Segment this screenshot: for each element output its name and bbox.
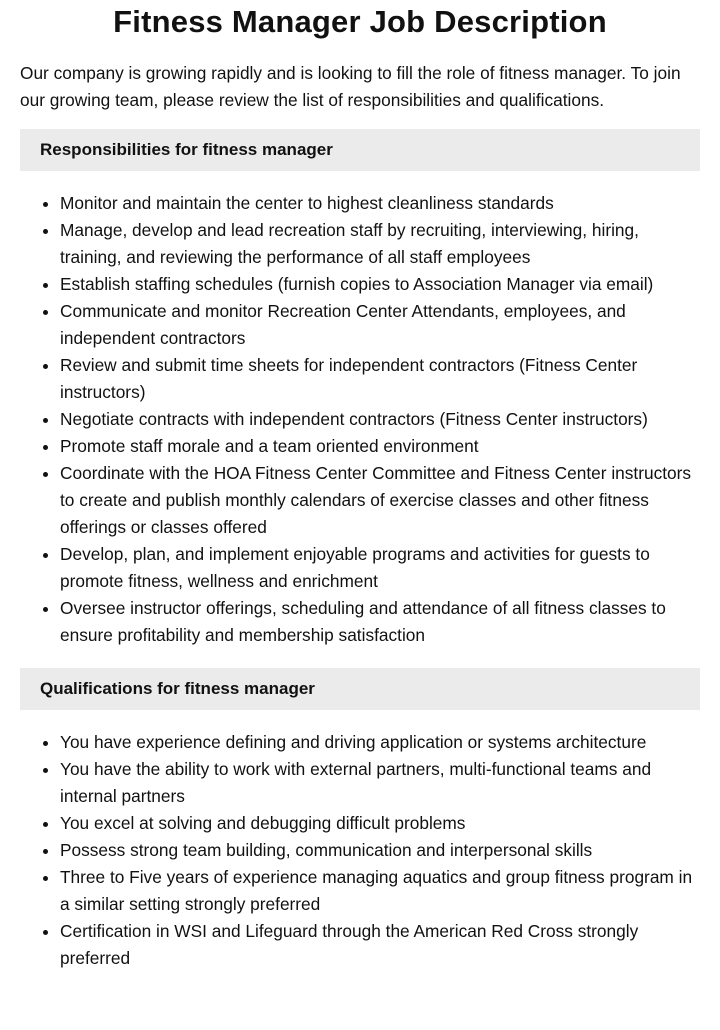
- responsibilities-heading: Responsibilities for fitness manager: [20, 129, 700, 171]
- list-item: • Establish staffing schedules (furnish copies to Association Manager via email): [60, 271, 700, 298]
- list-item: • Communicate and monitor Recreation Center Attendants, employees, and independent contractors: [60, 298, 700, 352]
- page-title: Fitness Manager Job Description: [113, 4, 607, 39]
- list-item: • Monitor and maintain the center to highest cleanliness standards: [60, 190, 700, 217]
- list-item: • You have the ability to work with external partners, multi-functional teams and internal partners: [60, 756, 700, 810]
- list-item: • You excel at solving and debugging difficult problems: [60, 810, 700, 837]
- list-item: • You have experience defining and driving application or systems architecture: [60, 729, 700, 756]
- list-item: • Negotiate contracts with independent contractors (Fitness Center instructors): [60, 406, 700, 433]
- list-item: • Oversee instructor offerings, scheduling and attendance of all fitness classes to ensure profitability and membership satisfaction: [60, 595, 700, 649]
- list-item: • Develop, plan, and implement enjoyable programs and activities for guests to promote fitness, wellness and enrichment: [60, 541, 700, 595]
- list-item: • Review and submit time sheets for independent contractors (Fitness Center instructors): [60, 352, 700, 406]
- list-item: • Certification in WSI and Lifeguard through the American Red Cross strongly preferred: [60, 918, 700, 972]
- intro-paragraph: Our company is growing rapidly and is looking to fill the role of fitness manager. To join our growing team, please review the list of responsibilities and qualifications.: [20, 63, 681, 110]
- qualifications-list: [20, 729, 700, 972]
- responsibilities-list: [20, 190, 700, 649]
- list-item: • Manage, develop and lead recreation staff by recruiting, interviewing, hiring, training, and reviewing the performance of all staff employees: [60, 217, 700, 271]
- list-item: • Coordinate with the HOA Fitness Center Committee and Fitness Center instructors to create and publish monthly calendars of exercise classes and other fitness offerings or classes offered: [60, 460, 700, 541]
- list-item: • Promote staff morale and a team oriented environment: [60, 433, 700, 460]
- qualifications-heading: Qualifications for fitness manager: [20, 668, 700, 710]
- list-item: • Three to Five years of experience managing aquatics and group fitness program in a similar setting strongly preferred: [60, 864, 700, 918]
- list-item: • Possess strong team building, communication and interpersonal skills: [60, 837, 700, 864]
